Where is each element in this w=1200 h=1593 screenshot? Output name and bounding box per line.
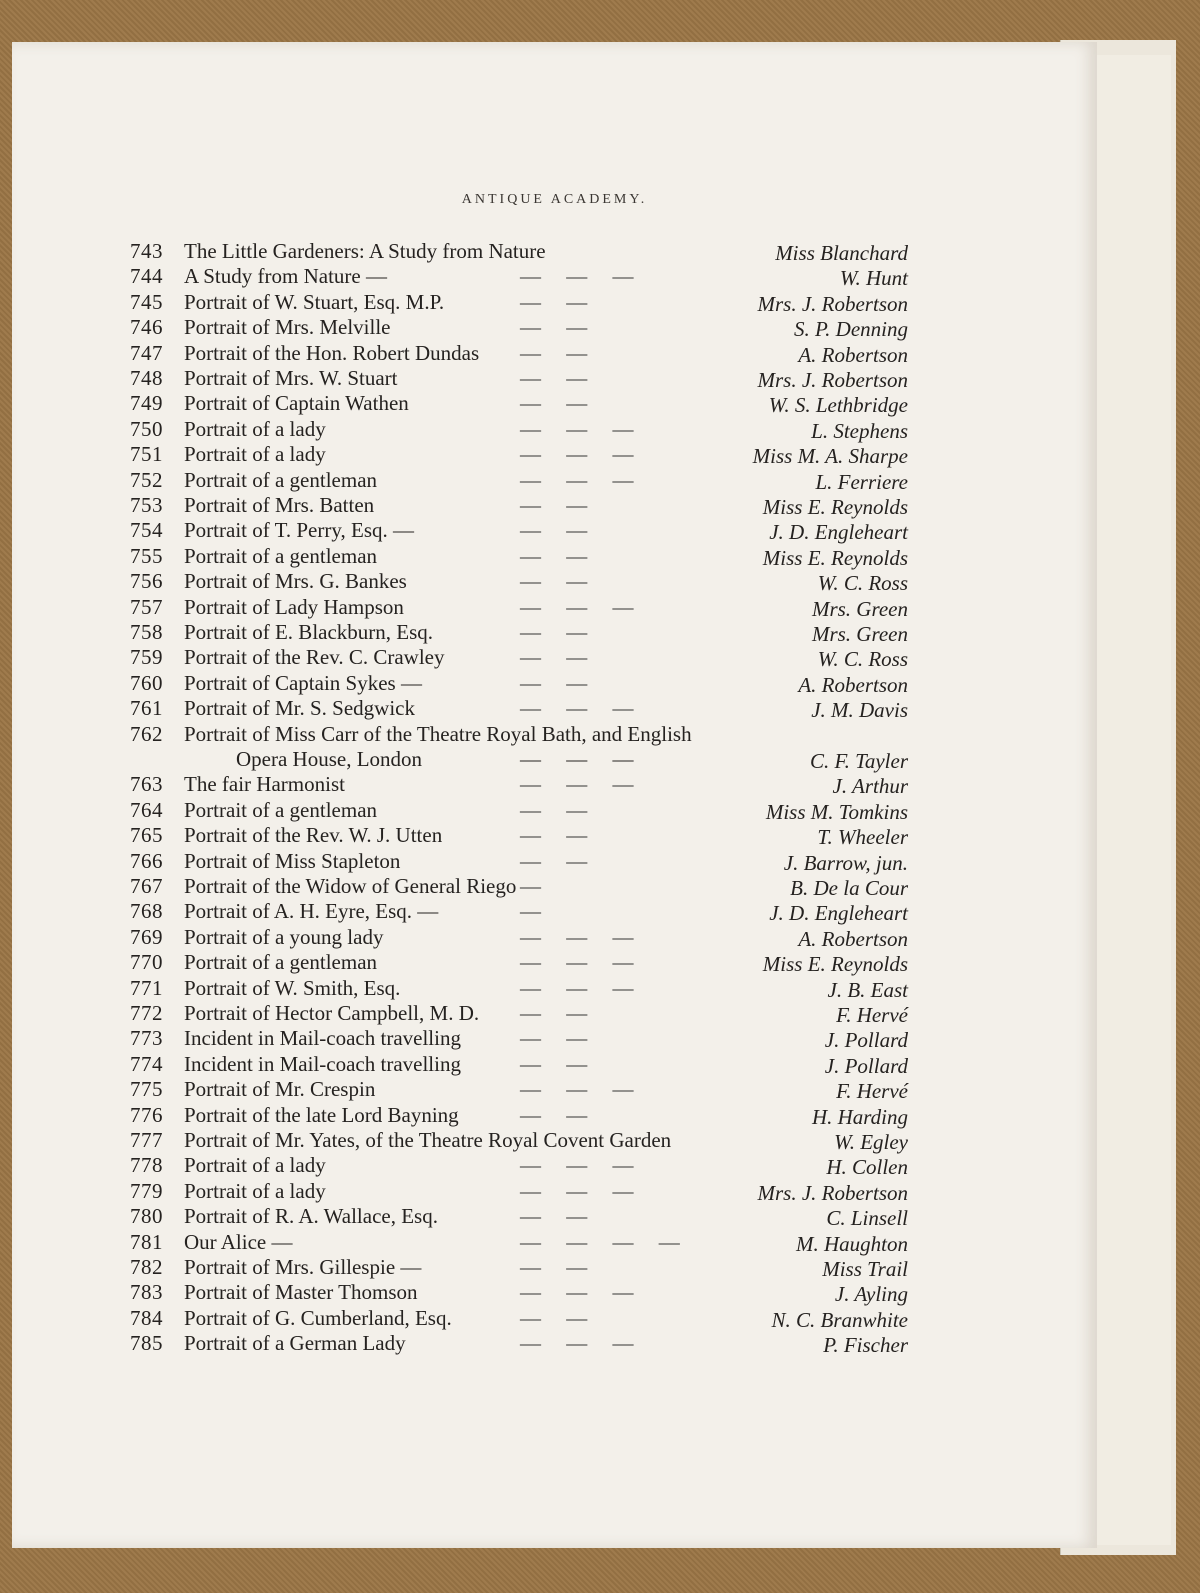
entry-number: 743	[130, 239, 163, 263]
entry-title: Portrait of a lady	[184, 442, 326, 467]
catalogue-entry	[130, 467, 920, 493]
entry-artist: Mrs. J. Robertson	[757, 291, 908, 316]
entry-dashes: — —	[520, 493, 598, 517]
catalogue-entry	[130, 1127, 920, 1153]
entry-artist: L. Stephens	[811, 418, 908, 443]
catalogue-entry	[130, 390, 920, 416]
entry-number: 764	[130, 797, 163, 822]
entry-dashes: — — —	[520, 772, 644, 797]
entry-artist: W. C. Ross	[817, 571, 908, 596]
entry-number: 757	[130, 594, 163, 619]
entry-title: Portrait of T. Perry, Esq. —	[184, 518, 414, 543]
entry-number: 781	[130, 1229, 163, 1254]
entry-title: The fair Harmonist	[184, 772, 345, 797]
entry-artist: B. De la Cour	[790, 876, 908, 900]
entry-title: Portrait of a lady	[184, 416, 326, 441]
entry-artist: A. Robertson	[798, 672, 908, 697]
catalogue-entry	[130, 263, 920, 289]
entry-artist: J. Barrow, jun.	[783, 850, 908, 875]
entry-title: Portrait of Mrs. G. Bankes	[184, 569, 407, 594]
catalogue-entry	[130, 1305, 920, 1331]
catalogue-entry	[130, 644, 920, 670]
entry-artist: W. S. Lethbridge	[768, 393, 908, 418]
entry-number: 771	[130, 975, 163, 1000]
entry-title: Portrait of a lady	[184, 1153, 326, 1178]
entry-dashes: — — —	[520, 924, 644, 949]
catalogue-entry	[130, 314, 920, 340]
entry-dashes: — —	[520, 289, 598, 314]
entry-title: Portrait of the Rev. W. J. Utten	[184, 823, 443, 848]
running-head: ANTIQUE ACADEMY.	[461, 192, 648, 207]
catalogue-entry	[130, 238, 920, 264]
entry-dashes: — —	[520, 543, 598, 568]
entry-title: Portrait of Mr. S. Sedgwick	[184, 696, 415, 721]
catalogue-entry	[130, 949, 920, 975]
catalogue-entry	[130, 1229, 920, 1255]
entry-dashes: — —	[520, 366, 598, 390]
entry-number: 749	[130, 391, 163, 416]
catalogue-entry	[130, 1203, 920, 1229]
entry-number: 777	[130, 1128, 163, 1152]
catalogue-entry	[130, 416, 920, 442]
entry-dashes: — —	[520, 1204, 598, 1229]
entry-artist: Miss Trail	[822, 1257, 908, 1281]
entry-number: 770	[130, 950, 163, 975]
entry-artist: Miss M. Tomkins	[765, 799, 908, 824]
entry-number: 763	[130, 772, 163, 797]
catalogue-entry	[130, 517, 920, 543]
entry-number: 747	[130, 340, 163, 365]
catalogue-entry	[130, 670, 920, 696]
entry-artist: Miss M. A. Sharpe	[752, 444, 908, 469]
entry-dashes: — —	[520, 1255, 598, 1279]
entry-title: Portrait of a gentleman	[184, 797, 378, 822]
catalogue-entry	[130, 1051, 920, 1077]
entry-number: 760	[130, 670, 163, 695]
entry-number: 761	[130, 696, 163, 721]
entry-dashes: — —	[520, 569, 598, 594]
entry-artist: Mrs. Green	[811, 622, 908, 646]
entry-title: Portrait of Mrs. Gillespie —	[184, 1255, 422, 1279]
entry-artist: Mrs. Green	[811, 596, 908, 621]
entry-title: Portrait of G. Cumberland, Esq.	[184, 1305, 452, 1330]
entry-title: Portrait of Miss Stapleton	[184, 848, 401, 873]
entry-title: Portrait of R. A. Wallace, Esq.	[184, 1204, 438, 1229]
entry-dashes: — — —	[520, 747, 644, 771]
entry-title: Portrait of Master Thomson	[184, 1280, 418, 1305]
entry-number: 745	[130, 289, 163, 314]
entry-number: 758	[130, 620, 163, 644]
entry-title: Our Alice —	[184, 1229, 293, 1254]
catalogue-entry	[130, 721, 920, 747]
entry-dashes: — — —	[520, 594, 644, 619]
entry-title: Portrait of a gentleman	[184, 950, 378, 975]
entry-number: 762	[130, 721, 163, 746]
entry-title: Portrait of a gentleman	[184, 543, 378, 568]
entry-number: 755	[130, 543, 163, 568]
entry-title: Portrait of a gentleman	[184, 467, 378, 492]
entry-number: 751	[130, 442, 163, 467]
entry-artist: S. P. Denning	[794, 317, 908, 342]
entry-number: 769	[130, 924, 163, 949]
entry-number: 754	[130, 518, 163, 543]
entry-artist: J. Ayling	[834, 1282, 908, 1307]
entry-number: 773	[130, 1026, 163, 1051]
entry-dashes: — — —	[520, 264, 644, 289]
entry-dashes: — — — —	[520, 1229, 690, 1254]
entry-title: Portrait of Captain Sykes —	[184, 670, 422, 695]
entry-dashes: — —	[520, 645, 598, 670]
entry-title: Portrait of a young lady	[184, 924, 384, 949]
entry-number: 756	[130, 569, 163, 594]
entry-artist: J. Pollard	[824, 1053, 908, 1078]
entry-number: 776	[130, 1102, 163, 1127]
entry-artist: H. Collen	[826, 1155, 908, 1180]
entry-dashes: — —	[520, 1305, 598, 1330]
entry-number: 775	[130, 1077, 163, 1102]
entry-title: Portrait of the late Lord Bayning	[184, 1102, 459, 1127]
entry-title: Portrait of the Hon. Robert Dundas	[184, 340, 480, 365]
entry-number: 782	[130, 1255, 163, 1279]
entry-artist: W. C. Ross	[817, 647, 908, 672]
entry-number: 748	[130, 366, 163, 390]
entry-dashes: — —	[520, 670, 598, 695]
entry-number: 750	[130, 416, 163, 441]
entry-title: Portrait of W. Smith, Esq.	[184, 975, 401, 1000]
entry-title: Portrait of Mr. Crespin	[184, 1077, 376, 1102]
entry-dashes: —	[520, 874, 551, 898]
entry-artist: C. F. Tayler	[809, 749, 908, 773]
entry-number: 768	[130, 899, 163, 924]
entry-artist: J. M. Davis	[811, 698, 908, 723]
entry-title: Portrait of W. Stuart, Esq. M.P.	[184, 289, 445, 314]
entry-artist: N. C. Branwhite	[771, 1307, 908, 1332]
entry-title: Portrait of A. H. Eyre, Esq. —	[184, 899, 439, 924]
catalogue-entry	[130, 1152, 920, 1178]
entry-title: Portrait of the Rev. C. Crawley	[184, 645, 445, 670]
entry-dashes: — —	[520, 1102, 598, 1127]
catalogue-entry	[130, 568, 920, 594]
entry-dashes: — —	[520, 848, 598, 873]
entry-artist: W. Egley	[834, 1130, 908, 1154]
entry-dashes: — —	[520, 1026, 598, 1051]
catalogue-entry	[130, 1178, 920, 1204]
entry-artist: C. Linsell	[826, 1206, 908, 1231]
entry-title: Portrait of Mrs. Batten	[184, 493, 375, 517]
catalogue-entry	[130, 441, 920, 467]
entry-artist: J. Pollard	[824, 1028, 908, 1053]
catalogue-entry	[130, 898, 920, 924]
entry-dashes: — —	[520, 340, 598, 365]
entry-title: Incident in Mail-coach travelling	[184, 1051, 461, 1076]
entry-dashes: — — —	[520, 416, 644, 441]
catalogue-entry	[130, 873, 920, 899]
catalogue-entry	[130, 1102, 920, 1128]
entry-title: Opera House, London	[236, 747, 423, 771]
catalogue-entry	[130, 619, 920, 645]
entry-dashes: — —	[520, 1001, 598, 1025]
entry-number: 765	[130, 823, 163, 848]
entry-title: The Little Gardeners: A Study from Nature	[184, 239, 546, 263]
catalogue-entry	[130, 797, 920, 823]
entry-title: Incident in Mail-coach travelling	[184, 1026, 461, 1051]
catalogue-entry	[130, 1330, 920, 1356]
entry-artist: Miss E. Reynolds	[762, 545, 908, 570]
entry-artist: J. B. East	[827, 977, 908, 1002]
catalogue-entry	[130, 975, 920, 1001]
entry-dashes: — —	[520, 1051, 598, 1076]
entry-title: Portrait of Mrs. W. Stuart	[184, 366, 398, 390]
catalogue-entry	[130, 340, 920, 366]
entry-number: 746	[130, 315, 163, 340]
catalogue-entry	[130, 848, 920, 874]
entry-dashes: — —	[520, 518, 598, 543]
catalogue-entry	[130, 924, 920, 950]
catalogue-entry	[130, 594, 920, 620]
entry-artist: J. Arthur	[832, 774, 908, 799]
entry-number: 784	[130, 1305, 163, 1330]
entry-number: 752	[130, 467, 163, 492]
entry-artist: Mrs. J. Robertson	[757, 1180, 908, 1205]
entry-dashes: — —	[520, 315, 598, 340]
entry-number: 767	[130, 874, 163, 898]
entry-artist: A. Robertson	[798, 926, 908, 951]
entry-dashes: — — —	[520, 1178, 644, 1203]
entry-artist: F. Hervé	[836, 1003, 908, 1027]
entry-dashes: — — —	[520, 442, 644, 467]
catalogue-entry	[130, 1279, 920, 1305]
entry-artist: H. Harding	[811, 1104, 908, 1129]
entry-artist: W. Hunt	[839, 266, 908, 291]
entry-number: 772	[130, 1001, 163, 1025]
catalogue-entry	[130, 1254, 920, 1280]
entry-artist: Miss E. Reynolds	[762, 495, 908, 519]
catalogue-entry	[130, 365, 920, 391]
entry-number: 778	[130, 1153, 163, 1178]
entry-number: 766	[130, 848, 163, 873]
entry-artist: J. D. Engleheart	[769, 520, 908, 545]
entry-dashes: — —	[520, 620, 598, 644]
entry-title: Portrait of a lady	[184, 1178, 326, 1203]
catalogue-entry	[130, 1076, 920, 1102]
entry-number: 779	[130, 1178, 163, 1203]
entry-artist: T. Wheeler	[817, 825, 908, 850]
entry-number: 785	[130, 1331, 163, 1356]
entry-artist: P. Fischer	[823, 1333, 908, 1358]
entry-title: Portrait of a German Lady	[184, 1331, 406, 1356]
entry-number: 753	[130, 493, 163, 517]
entry-number: 744	[130, 264, 163, 289]
entry-artist: F. Hervé	[836, 1079, 908, 1104]
entry-title: Portrait of Lady Hampson	[184, 594, 404, 619]
entry-dashes: — —	[520, 391, 598, 416]
entry-title: Portrait of Captain Wathen	[184, 391, 409, 416]
entry-artist: M. Haughton	[796, 1231, 908, 1256]
entry-artist: A. Robertson	[798, 342, 908, 367]
entry-number: 783	[130, 1280, 163, 1305]
entry-title: Portrait of the Widow of General Riego	[184, 874, 517, 898]
catalogue-entry	[130, 543, 920, 569]
entry-dashes: — — —	[520, 696, 644, 721]
entry-title: Portrait of Hector Campbell, M. D.	[184, 1001, 480, 1025]
entry-dashes: — — —	[520, 1331, 644, 1356]
catalogue-entry	[130, 695, 920, 721]
entry-artist: Miss E. Reynolds	[762, 952, 908, 977]
entry-artist: L. Ferriere	[815, 469, 908, 494]
entry-dashes: — —	[520, 823, 598, 848]
entry-title: Portrait of E. Blackburn, Esq.	[184, 620, 434, 644]
entry-dashes: — — —	[520, 975, 644, 1000]
entry-artist: J. D. Engleheart	[769, 901, 908, 926]
catalogue-entry	[130, 822, 920, 848]
catalogue-entry	[130, 492, 920, 518]
entry-dashes: — — —	[520, 467, 644, 492]
catalogue-entry	[130, 771, 920, 797]
entry-number: 780	[130, 1204, 163, 1229]
catalogue-entry	[130, 1000, 920, 1026]
entry-title: Portrait of Mr. Yates, of the Theatre Royal Covent Garden	[184, 1128, 672, 1152]
entry-dashes: — — —	[520, 1153, 644, 1178]
entry-title: A Study from Nature —	[184, 264, 387, 289]
entry-title: Portrait of Mrs. Melville	[184, 315, 391, 340]
catalogue-entry	[130, 1025, 920, 1051]
entry-number: 759	[130, 645, 163, 670]
catalogue-page	[12, 42, 1097, 1548]
entry-artist: Miss Blanchard	[775, 241, 908, 265]
entry-dashes: — — —	[520, 1077, 644, 1102]
entry-title: Portrait of Miss Carr of the Theatre Royal Bath, and English	[184, 721, 692, 746]
entry-number: 774	[130, 1051, 163, 1076]
page-edge-inner	[1095, 55, 1171, 1545]
entry-dashes: — —	[520, 797, 598, 822]
entry-dashes: — — —	[520, 1280, 644, 1305]
entry-dashes: —	[520, 899, 551, 924]
entry-artist: Mrs. J. Robertson	[757, 368, 908, 392]
catalogue-entry	[130, 289, 920, 315]
entry-dashes: — — —	[520, 950, 644, 975]
catalogue-entry-continuation	[130, 746, 920, 772]
